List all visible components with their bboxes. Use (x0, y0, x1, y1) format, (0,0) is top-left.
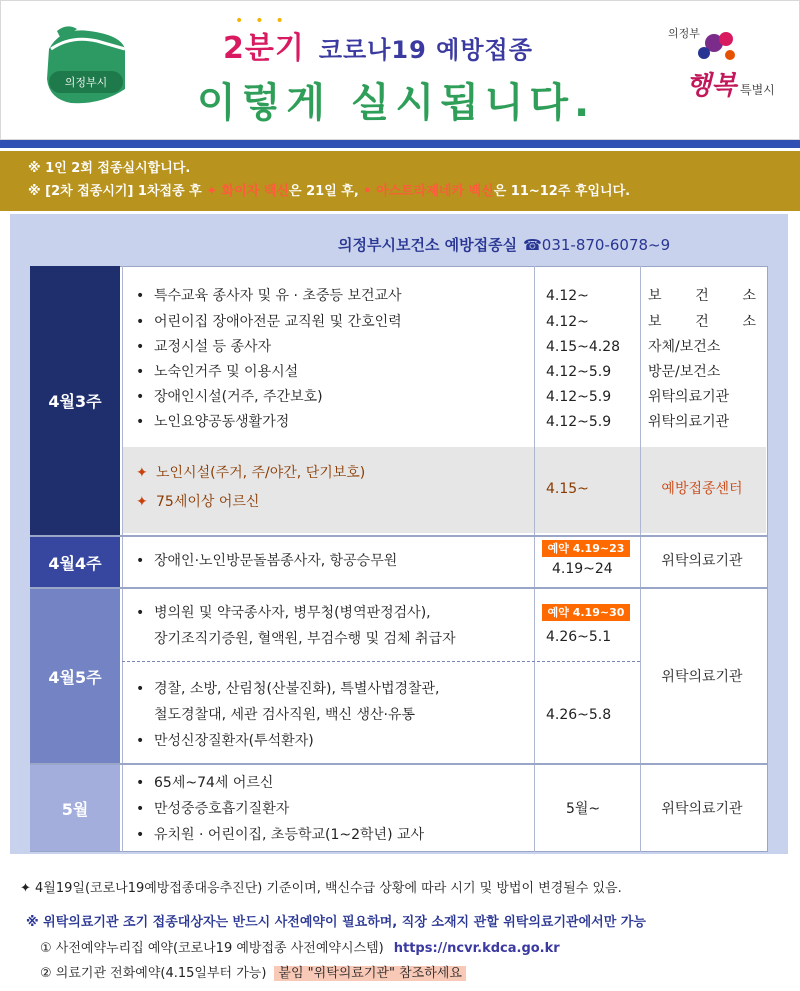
uijeongbu-city-logo (41, 19, 131, 109)
notice-line-2: ※ [2차 접종시기] 1차접종 후 ✦ 화이자 백신은 21일 후, • 아스트라제네카 백신은 11~12주 후입니다. (28, 184, 631, 199)
poster-header (0, 0, 800, 140)
pfizer-label: ✦ 화이자 백신 (206, 184, 290, 199)
notice-line-1: ※ 1인 2회 접종실시합니다. (28, 161, 191, 176)
happy-city-logo: 의정부 행복 특별시 (668, 27, 775, 101)
reservation-badge: 예약 4.19~23 (542, 540, 630, 557)
option-online-reservation: ① 사전예약누리집 예약(코로나19 예방접종 사전예약시스템) https://ncvr.kdca.go.kr (40, 941, 560, 956)
target-item: • 병의원 및 약국종사자, 병무청(병역판정검사), (136, 604, 431, 622)
target-item: • 만성신장질환자(투석환자) (136, 732, 314, 750)
target-item-continued: 철도경찰대, 세관 검사직원, 백신 생산·유통 (154, 707, 416, 723)
date-value: 4.12~ (546, 314, 589, 330)
highlight-target: ✦ 75세이상 어르신 (136, 493, 259, 511)
week-label-april-4: 4월4주 (30, 537, 120, 587)
week-label-april-3: 4월3주 (30, 266, 120, 535)
place-value: 위탁의료기관 (661, 669, 743, 685)
week-label-may: 5월 (30, 765, 120, 851)
week-label-april-5: 4월5주 (30, 589, 120, 763)
date-value: 4.26~5.1 (546, 629, 612, 645)
reservation-url-link[interactable]: https://ncvr.kdca.go.kr (393, 941, 560, 956)
target-item: • 교정시설 등 종사자 (136, 338, 271, 356)
highlight-date: 4.15~ (546, 481, 589, 497)
target-item: • 경찰, 소방, 산림청(산불진화), 특별사법경찰관, (136, 680, 440, 698)
target-item: • 장애인시설(거주, 주간보호) (136, 388, 323, 406)
target-item-continued: 장기조직기증원, 혈액원, 부검수행 및 검체 취급자 (154, 631, 456, 647)
date-value: 4.15~4.28 (546, 339, 621, 355)
option-phone-reservation: ② 의료기관 전화예약(4.15일부터 가능) 붙임 "위탁의료기관" 참조하세요 (40, 962, 466, 981)
target-item: • 65세~74세 어르신 (136, 774, 273, 792)
date-value: 4.19~24 (552, 561, 613, 577)
headline: 이렇게 실시됩니다. (197, 80, 596, 126)
quarter-label: 2분기 (223, 31, 305, 66)
target-item: • 특수교육 종사자 및 유 · 초중등 보건교사 (136, 287, 402, 305)
dots-decoration: ••• (235, 13, 296, 29)
notice-bar (0, 151, 800, 211)
attachment-note: 붙임 "위탁의료기관" 참조하세요 (274, 966, 465, 981)
az-label: • 아스트라제네카 백신 (363, 184, 494, 199)
color-dots-icon (686, 29, 746, 69)
title-line-1 (223, 13, 533, 67)
place-value: 위탁의료기관 (648, 414, 730, 430)
target-item: • 장애인·노인방문돌봄종사자, 항공승무원 (136, 552, 397, 570)
row-divider (30, 763, 768, 765)
dashed-divider (122, 661, 640, 662)
highlight-place: 예방접종센터 (661, 481, 743, 497)
vaccination-center-contact: 의정부시보건소 예방접종실 ☎031-870-6078~9 (338, 236, 671, 254)
footnote: ✦ 4월19일(코로나19예방접종대응추진단) 기준이며, 백신수급 상황에 따라 시기 및 방법이 변경될수 있음. (20, 881, 622, 896)
vaccination-subtitle: 코로나19 예방접종 (318, 36, 533, 64)
target-item: • 만성중증호흡기질환자 (136, 800, 289, 818)
place-value: 방문/보건소 (648, 364, 721, 380)
reservation-badge: 예약 4.19~30 (542, 604, 630, 621)
svg-text:의정부시: 의정부시 (64, 76, 108, 89)
phone-number: ☎031-870-6078~9 (523, 236, 671, 254)
date-value: 4.12~5.9 (546, 414, 612, 430)
place-value: 위탁의료기관 (661, 553, 743, 569)
header-divider (0, 140, 800, 148)
target-item: • 어린이집 장애아전문 교직원 및 간호인력 (136, 313, 402, 331)
row-divider (30, 587, 768, 589)
place-value: 위탁의료기관 (661, 801, 743, 817)
target-item: • 노인요양공동생활가정 (136, 413, 289, 431)
row-divider (30, 535, 768, 537)
target-item: • 유치원 · 어린이집, 초등학교(1~2학년) 교사 (136, 826, 424, 844)
place-value: 보 건 소 (648, 288, 756, 304)
date-value: 4.12~5.9 (546, 389, 612, 405)
highlight-target: ✦ 노인시설(주거, 주/야간, 단기보호) (136, 464, 365, 482)
date-value: 4.26~5.8 (546, 707, 612, 723)
date-value: 4.12~5.9 (546, 364, 612, 380)
place-value: 위탁의료기관 (648, 389, 730, 405)
early-vaccination-warning: ※ 위탁의료기관 조기 접종대상자는 반드시 사전예약이 필요하며, 직장 소재지 관할 위탁의료기관에서만 가능 (26, 915, 646, 930)
target-item: • 노숙인거주 및 이용시설 (136, 363, 298, 381)
date-value: 5월~ (566, 801, 601, 817)
place-value: 보 건 소 (648, 314, 756, 330)
date-value: 4.12~ (546, 288, 589, 304)
place-value: 자체/보건소 (648, 339, 721, 355)
